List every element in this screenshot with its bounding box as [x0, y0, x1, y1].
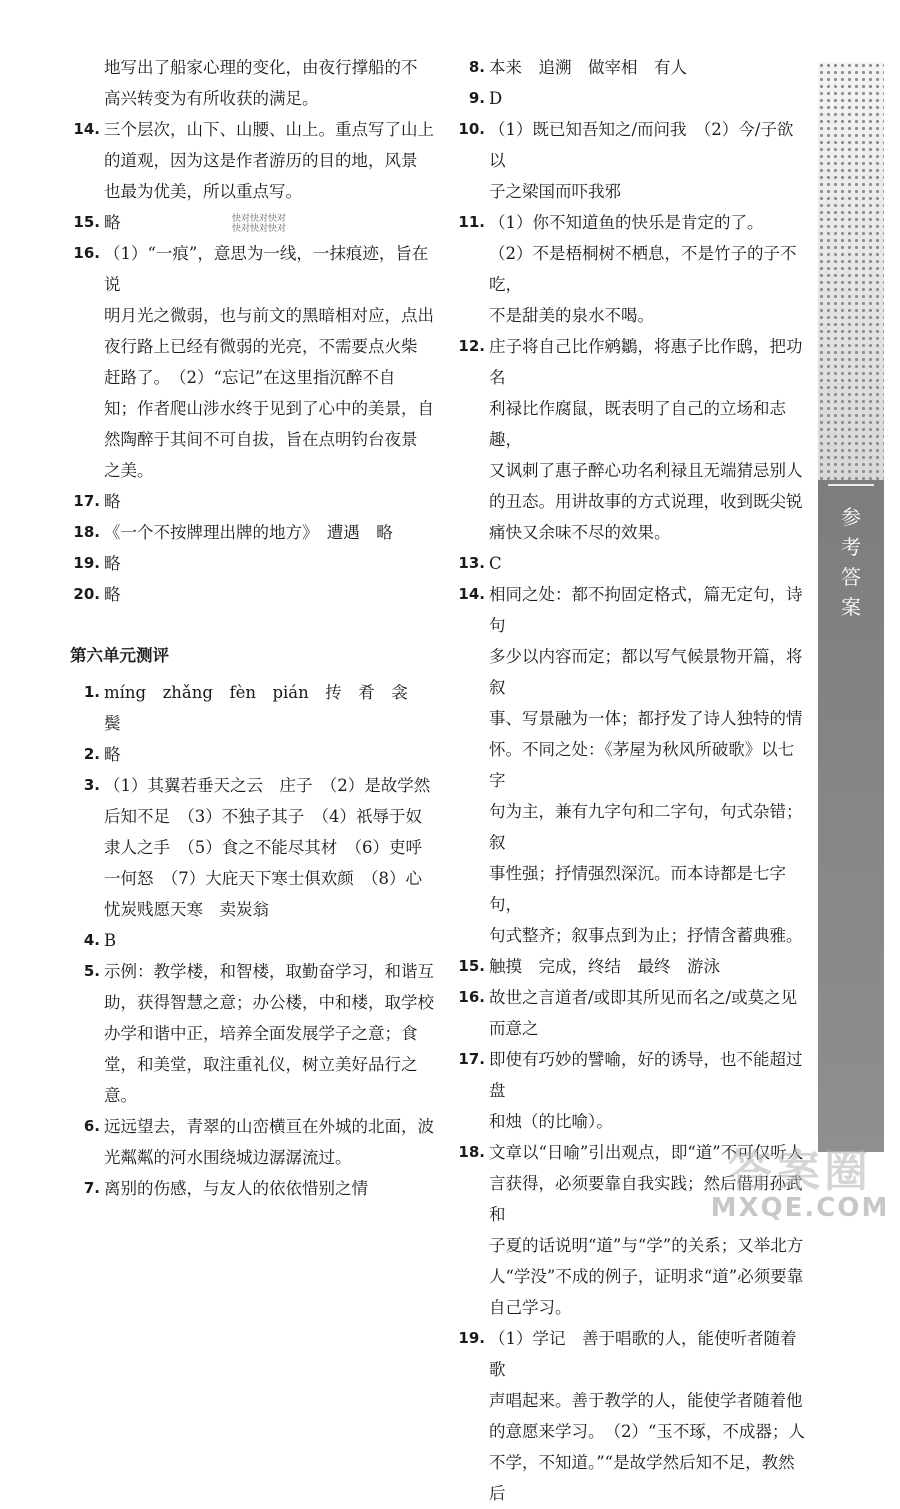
answer-item	[70, 770, 435, 801]
item-text: 文章以“日喻”引出观点，即“道”不可仅听人	[489, 1143, 804, 1162]
item-text: 事性强；抒情强烈深沉。而本诗都是七字句，	[489, 864, 786, 914]
answer-continuation	[455, 1013, 805, 1044]
answer-continuation	[70, 176, 435, 207]
answer-item	[70, 114, 435, 145]
item-number: 19.	[73, 554, 100, 572]
answer-item	[70, 956, 435, 987]
item-text: 言获得，必须要靠自我实践；然后借用孙武和	[489, 1174, 803, 1224]
right-answer-list	[455, 52, 805, 1509]
item-text: （1）学记 善于唱歌的人，能使听者随着歌	[489, 1329, 797, 1379]
section-answer-list	[70, 677, 435, 1204]
item-text: C	[489, 554, 502, 573]
answer-item	[70, 517, 435, 548]
item-text: 子夏的话说明“道”与“学”的关系；又举北方	[489, 1236, 804, 1255]
answer-continuation	[70, 1142, 435, 1173]
answer-continuation	[455, 1261, 805, 1292]
side-tab-label: 参 考 答 案	[841, 505, 861, 619]
item-number: 4.	[83, 931, 100, 949]
item-text: （1）你不知道鱼的快乐是肯定的了。	[489, 213, 764, 232]
item-number: 14.	[73, 120, 100, 138]
item-text: 明月光之微弱，也与前文的黑暗相对应，点出	[104, 306, 434, 325]
item-number: 8.	[468, 58, 485, 76]
item-number: 18.	[458, 1143, 485, 1161]
item-number: 12.	[458, 337, 485, 355]
item-text: 三个层次，山下、山腰、山上。重点写了山上	[104, 120, 434, 139]
item-text: 不学，不知道。”“是故学然后知不足，教然后	[489, 1453, 795, 1503]
answer-item	[455, 331, 805, 393]
side-tab-pattern	[818, 62, 884, 480]
item-text: 子之梁国而吓我邪	[489, 182, 621, 201]
answer-continuation	[70, 52, 435, 83]
answer-continuation	[455, 517, 805, 548]
section-title: 第六单元测评	[70, 646, 169, 665]
item-text: 的意愿来学习。 （2）“玉不琢，不成器；人	[489, 1422, 805, 1441]
item-number: 9.	[468, 89, 485, 107]
answer-continuation	[455, 1447, 805, 1509]
answer-item	[70, 1111, 435, 1142]
item-text: 也最为优美，所以重点写。	[104, 182, 302, 201]
item-text: 本来 追溯 做宰相 有人	[489, 58, 687, 77]
answer-continuation	[455, 1106, 805, 1137]
answer-continuation	[455, 734, 805, 796]
item-number: 16.	[73, 244, 100, 262]
item-number: 3.	[83, 776, 100, 794]
item-text: B	[104, 931, 117, 950]
item-number: 17.	[458, 1050, 485, 1068]
item-text: 人“学没”不成的例子，证明求“道”必须要靠	[489, 1267, 804, 1286]
item-text: 多少以内容而定；都以写气候景物开篇，将叙	[489, 647, 803, 697]
item-text: 略	[104, 554, 121, 573]
item-text: 和烛（的比喻）。	[489, 1112, 613, 1131]
answer-continuation	[70, 1049, 435, 1111]
item-text: 办学和谐中正，培养全面发展学子之意；食	[104, 1024, 418, 1043]
answer-continuation	[455, 486, 805, 517]
item-text: 略	[104, 585, 121, 604]
answer-continuation	[70, 455, 435, 486]
item-text: 助，获得智慧之意；办公楼，中和楼，取学校	[104, 993, 434, 1012]
answer-item	[455, 83, 805, 114]
item-text: （1）既已知吾知之/而问我 （2）今/子欲以	[489, 120, 794, 170]
answer-item	[70, 1173, 435, 1204]
watermark	[705, 1135, 895, 1225]
item-number: 16.	[458, 988, 485, 1006]
item-text: 赶路了。 （2）“忘记”在这里指沉醉不自	[104, 368, 396, 387]
answer-continuation	[70, 362, 435, 393]
item-text: 怀。不同之处：《茅屋为秋风所破歌》以七字	[489, 740, 795, 790]
watermark-logo: 答案圈	[728, 1146, 872, 1197]
answer-continuation	[455, 858, 805, 920]
item-text: 《一个不按牌理出牌的地方》 遭遇 略	[104, 523, 393, 542]
item-text: 略	[104, 745, 121, 764]
item-text: míng zhǎng fèn pián 抟 肴 衾	[104, 683, 408, 702]
answer-continuation	[455, 238, 805, 300]
item-number: 11.	[458, 213, 485, 231]
item-number: 7.	[83, 1179, 100, 1197]
left-answer-list	[70, 52, 435, 610]
item-number: 19.	[458, 1329, 485, 1347]
item-number: 15.	[458, 957, 485, 975]
item-text: 相同之处：都不拘固定格式，篇无定句，诗句	[489, 585, 803, 635]
answer-item	[455, 548, 805, 579]
answer-continuation	[455, 176, 805, 207]
answer-item	[70, 548, 435, 579]
item-text: D	[489, 89, 503, 108]
answer-continuation	[455, 920, 805, 951]
item-text: 之美。	[104, 461, 154, 480]
item-text: 的道观，因为这是作者游历的目的地，风景	[104, 151, 418, 170]
item-text: 鬓	[104, 714, 121, 733]
item-text: 声唱起来。善于教学的人，能使学者随着他	[489, 1391, 803, 1410]
item-text: （1）“一痕”，意思为一线，一抹痕迹，旨在说	[104, 244, 429, 294]
item-number: 1.	[83, 683, 100, 701]
answer-item	[455, 1044, 805, 1106]
item-text: 事、写景融为一体；都抒发了诗人独特的情	[489, 709, 803, 728]
answer-item	[70, 486, 435, 517]
item-text: 忧炭贱愿天寒 卖炭翁	[104, 900, 269, 919]
answer-item	[455, 951, 805, 982]
item-text: 利禄比作腐鼠，既表明了自己的立场和志趣，	[489, 399, 786, 449]
answer-item	[455, 207, 805, 238]
item-text: 而意之	[489, 1019, 539, 1038]
item-text: 高兴转变为有所收获的满足。	[104, 89, 319, 108]
item-number: 14.	[458, 585, 485, 603]
answer-continuation	[70, 145, 435, 176]
answer-continuation	[455, 1385, 805, 1416]
stamp-mark: 快对快对快对 快对快对快对	[232, 214, 287, 234]
answer-continuation	[455, 1416, 805, 1447]
side-tab	[818, 62, 884, 1152]
answer-continuation	[455, 641, 805, 703]
answer-item	[70, 925, 435, 956]
answer-item	[70, 739, 435, 770]
right-column	[455, 52, 805, 1509]
answer-continuation	[70, 1018, 435, 1049]
answer-item	[70, 579, 435, 610]
answer-continuation	[455, 393, 805, 455]
item-number: 13.	[458, 554, 485, 572]
item-text: （1）其翼若垂天之云 庄子 （2）是故学然	[104, 776, 431, 795]
answer-continuation	[70, 393, 435, 424]
answer-continuation	[455, 1230, 805, 1261]
answer-continuation	[70, 987, 435, 1018]
item-number: 10.	[458, 120, 485, 138]
item-text: 句为主，兼有九字句和二字句，句式杂错；叙	[489, 802, 803, 852]
item-number: 18.	[73, 523, 100, 541]
answer-continuation	[455, 703, 805, 734]
answer-continuation	[70, 832, 435, 863]
answer-item	[455, 579, 805, 641]
item-text: 光粼粼的河水围绕城边潺潺流过。	[104, 1148, 352, 1167]
item-text: 的丑态。用讲故事的方式说理，收到既尖锐	[489, 492, 803, 511]
item-text: 知；作者爬山涉水终于见到了心中的美景，自	[104, 399, 434, 418]
item-text: 示例：教学楼，和智楼，取勤奋学习，和谐互	[104, 962, 434, 981]
item-text: 又讽刺了惠子醉心功名利禄且无端猜忌别人	[489, 461, 803, 480]
answer-item	[455, 114, 805, 176]
answer-continuation	[70, 331, 435, 362]
item-text: 略	[104, 492, 121, 511]
item-text: 隶人之手 （5）食之不能尽其材 （6）吏呼	[104, 838, 422, 857]
answer-item	[455, 1323, 805, 1385]
answer-continuation	[455, 455, 805, 486]
answer-continuation	[455, 300, 805, 331]
answer-continuation	[455, 1292, 805, 1323]
item-text: 然陶醉于其间不可自拔，旨在点明钓台夜景	[104, 430, 418, 449]
item-text: 堂，和美堂，取注重礼仪，树立美好品行之意。	[104, 1055, 418, 1105]
item-text: 后知不足 （3）不独子其子 （4）祇辱于奴	[104, 807, 422, 826]
answer-item	[70, 238, 435, 300]
item-text: 夜行路上已经有微弱的光亮，不需要点火柴	[104, 337, 418, 356]
answer-continuation	[70, 424, 435, 455]
item-number: 2.	[83, 745, 100, 763]
item-text: 地写出了船家心理的变化，由夜行撑船的不	[104, 58, 418, 77]
item-text: 触摸 完成，终结 最终 游泳	[489, 957, 720, 976]
watermark-site: MXQE.COM	[710, 1193, 890, 1223]
item-text: 一何怒 （7）大庇天下寒士俱欢颜 （8）心	[104, 869, 422, 888]
item-text: 离别的伤感，与友人的依依惜别之情	[104, 1179, 368, 1198]
item-text: 即使有巧妙的譬喻，好的诱导，也不能超过盘	[489, 1050, 803, 1100]
answer-continuation	[70, 894, 435, 925]
item-text: （2）不是梧桐树不栖息，不是竹子的子不吃，	[489, 244, 797, 294]
item-text: 自己学习。	[489, 1298, 572, 1317]
answer-continuation	[70, 83, 435, 114]
item-text: 庄子将自己比作鹓鶵，将惠子比作鸱，把功名	[489, 337, 803, 387]
item-number: 6.	[83, 1117, 100, 1135]
item-text: 故世之言道者/或即其所见而名之/或莫之见	[489, 988, 798, 1007]
answer-continuation	[70, 708, 435, 739]
item-text: 不是甜美的泉水不喝。	[489, 306, 654, 325]
item-text: 痛快又余味不尽的效果。	[489, 523, 671, 542]
item-text: 略	[104, 213, 121, 232]
answer-item	[455, 982, 805, 1013]
answer-continuation	[70, 863, 435, 894]
answer-continuation	[70, 801, 435, 832]
side-tab-divider	[828, 484, 874, 486]
item-number: 15.	[73, 213, 100, 231]
answer-item	[70, 677, 435, 708]
answer-continuation	[455, 796, 805, 858]
answer-continuation	[70, 300, 435, 331]
answer-item	[455, 52, 805, 83]
item-number: 5.	[83, 962, 100, 980]
item-number: 20.	[73, 585, 100, 603]
item-text: 句式整齐；叙事点到为止；抒情含蓄典雅。	[489, 926, 803, 945]
item-number: 17.	[73, 492, 100, 510]
item-text: 远远望去，青翠的山峦横亘在外城的北面，波	[104, 1117, 434, 1136]
